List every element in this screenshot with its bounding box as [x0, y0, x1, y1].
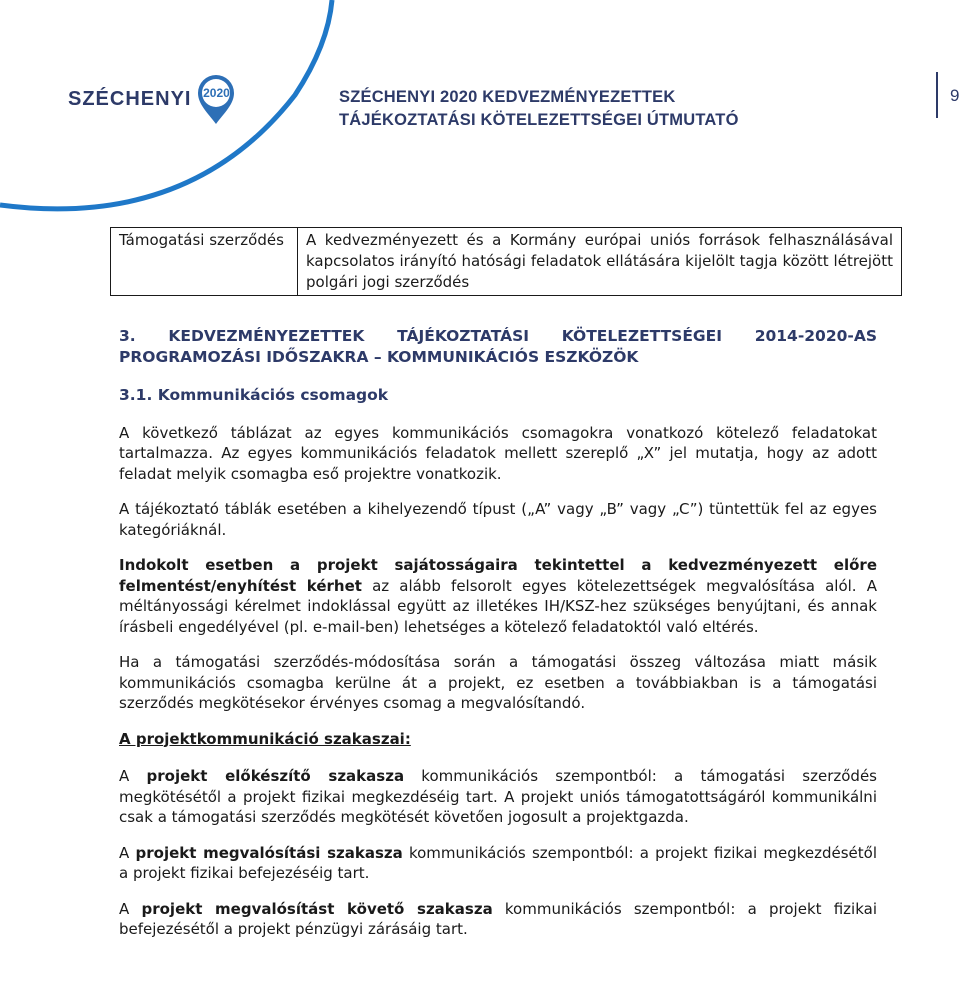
logo-text: SZÉCHENYI	[68, 87, 192, 110]
phase-2-text: kommunikációs szempontból: a projekt fizikai megkezdésétől a projekt fizikai befejezéséig tart.	[119, 843, 878, 882]
phase-2-prefix: A	[119, 843, 136, 862]
phases-title: A projektkommunikáció szakaszai:	[119, 729, 411, 748]
phase-3-text: kommunikációs szempontból: a projekt fizikai befejezésétől a projekt pénzügyi zárásáig tart.	[119, 899, 877, 938]
logo-year: 2020	[203, 86, 230, 100]
phase-3-prefix: A	[119, 899, 142, 918]
document-header	[339, 86, 739, 132]
header-divider	[936, 72, 938, 118]
exemption-emphasis: Indokolt esetben a projekt sajátosságaira tekintettel a kedvezményezett előre felmentést/enyhítést kérhet	[119, 556, 877, 595]
header-line-2: TÁJÉKOZTATÁSI KÖTELEZETTSÉGEI ÚTMUTATÓ	[339, 111, 739, 129]
paragraph-phase-after	[119, 899, 877, 940]
page-number: 9	[950, 86, 960, 105]
phase-3-name: projekt megvalósítást követő szakasza	[141, 899, 493, 918]
paragraph-contract-change: Ha a támogatási szerződés-módosítása során a támogatási összeg változása miatt másik kommunikációs csomagba kerülne át a projekt, ez esetben a továbbiakban is a támogatási szerződés megkötésekor érvényes csomag a megvalósítandó.	[119, 653, 877, 712]
subsection-heading: 3.1. Kommunikációs csomagok	[119, 386, 389, 404]
paragraph-intro: A következő táblázat az egyes kommunikációs csomagokra vonatkozó kötelező feladatokat tartalmazza. Az egyes kommunikációs feladatok mellett szereplő „X” jel mutatja, hogy az adott feladat melyik csomagba eső projektre vonatkozik.	[119, 423, 877, 483]
definition-description: A kedvezményezett és a Kormány európai uniós források felhasználásával kapcsolatos irányító hatósági feladatok ellátására kijelölt tagja között létrejött polgári jogi szerződés	[298, 228, 902, 296]
main-content	[119, 326, 877, 955]
paragraph-phase-preparation	[119, 766, 877, 828]
logo-pin-icon	[195, 72, 237, 126]
paragraph-signs: A tájékoztató táblák esetében a kihelyezendő típust („A” vagy „B” vagy „C”) tüntettük fel az egyes kategóriáknál.	[119, 500, 877, 539]
definition-term: Támogatási szerződés	[111, 228, 298, 296]
header-line-1: SZÉCHENYI 2020 KEDVEZMÉNYEZETTEK	[339, 88, 676, 106]
phase-1-name: projekt előkészítő szakasza	[146, 767, 405, 785]
szechenyi-logo	[68, 72, 237, 126]
table-row	[111, 228, 902, 296]
section-heading: 3. KEDVEZMÉNYEZETTEK TÁJÉKOZTATÁSI KÖTELEZETTSÉGEI 2014-2020-AS PROGRAMOZÁSI IDŐSZAKRA – KOMMUNIKÁCIÓS ESZKÖZÖK	[119, 327, 877, 366]
phase-1-text: kommunikációs szempontból: a támogatási szerződés megkötésétől a projekt fizikai megkezdéséig tart. A projekt uniós támogatottságáról kommunikálni csak a támogatási szerződés megkötését követően jogosult a projektgazda.	[119, 767, 878, 826]
exemption-text: az alább felsorolt egyes kötelezettségek megvalósítása alól. A méltányossági kérelmet indoklással együtt az illetékes IH/KSZ-hez szükséges benyújtani, és annak írásbeli engedélyével (pl. e-mail-ben) lehetséges a kötelező feladatoktól való eltérés.	[119, 576, 877, 636]
definition-table	[110, 227, 902, 296]
paragraph-exemption	[119, 555, 877, 637]
phase-1-prefix: A	[119, 767, 147, 785]
paragraph-phase-implementation	[119, 843, 877, 884]
phase-2-name: projekt megvalósítási szakasza	[135, 843, 403, 862]
